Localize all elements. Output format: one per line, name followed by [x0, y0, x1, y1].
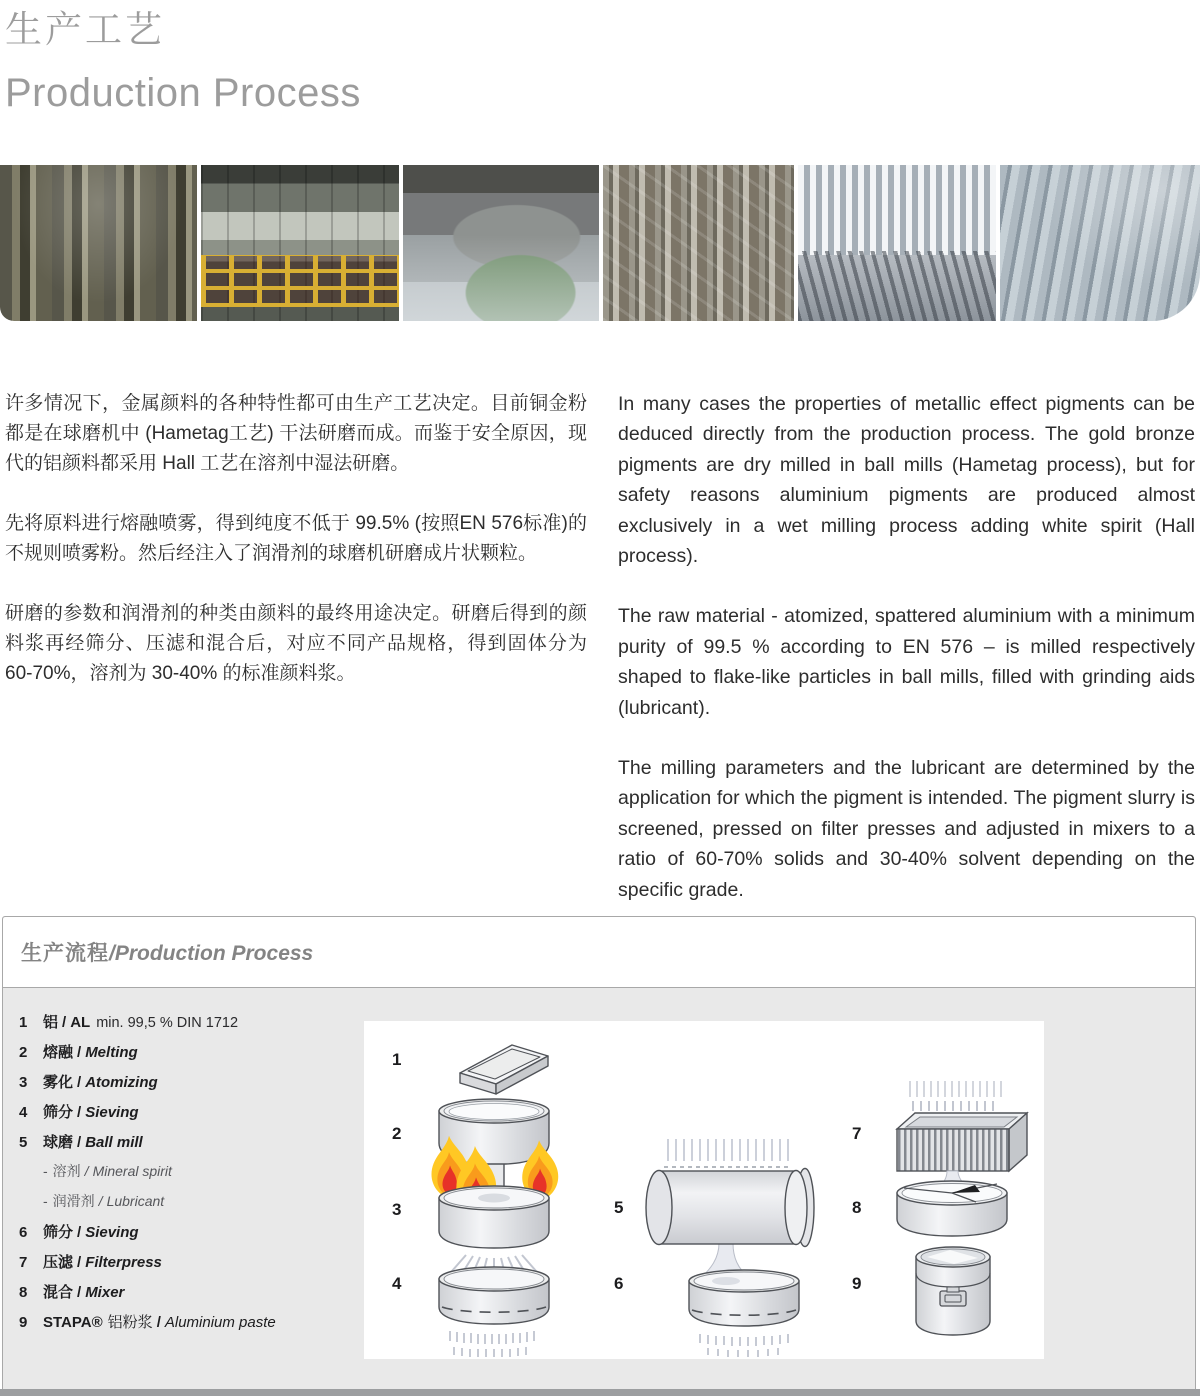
flow-sub-separator: / [98, 1193, 103, 1209]
photo-strip [0, 165, 1200, 321]
flow-item-1 [19, 1011, 276, 1041]
diagram-step-sieving-2 [689, 1270, 799, 1357]
flow-item-number: 4 [19, 1104, 28, 1121]
flow-sub-zh: 润滑剂 [52, 1193, 95, 1209]
flow-item-en: Aluminium paste [164, 1314, 276, 1331]
page-title-zh: 生产工艺 [5, 9, 165, 50]
flow-item-zh: 熔融 [43, 1044, 74, 1061]
photo-filter-cloths [798, 165, 996, 321]
diagram-number-8: 8 [852, 1198, 862, 1217]
flow-item-8 [19, 1281, 276, 1311]
flow-sub-zh: 溶剂 [52, 1163, 81, 1179]
intro-zh-paragraph-1: 许多情况下，金属颜料的各种特性都可由生产工艺决定。目前铜金粉都是在球磨机中 (Hametag工艺) 干法研磨而成。而鉴于安全原因，现代的铝颜料都采用 Hall 工艺在溶剂中湿法研磨。 [5, 393, 587, 474]
diagram-step-ingot [460, 1045, 548, 1094]
falling-particles [700, 1334, 788, 1357]
flow-item-zh: 铝 [43, 1014, 59, 1031]
intro-column-en [618, 389, 1195, 905]
flow-item-number: 5 [19, 1134, 28, 1151]
photo-filter-plates [1000, 165, 1200, 321]
flow-item-separator: / [62, 1014, 67, 1031]
panel-title [21, 937, 313, 967]
flow-item-3 [19, 1071, 276, 1101]
flow-item-9 [19, 1311, 276, 1341]
diagram-step-sieving-1 [439, 1267, 549, 1357]
flow-sub-prefix: - [43, 1193, 48, 1209]
flow-item-separator: / [77, 1254, 82, 1271]
flow-item-note: min. 99,5 % DIN 1712 [96, 1015, 239, 1031]
flow-item-en: AL [70, 1014, 91, 1031]
flow-item-zh: 筛分 [43, 1224, 74, 1241]
flow-item-number: 8 [19, 1284, 28, 1301]
photo-atomizing-towers [0, 165, 197, 321]
flow-item-separator: / [77, 1134, 82, 1151]
flow-item-separator: / [77, 1284, 82, 1301]
intro-en-paragraph-1: In many cases the properties of metallic effect pigments can be deduced directly from the production process. The gold bronze pigments are dry milled in ball mills (Hametag process), but for safety reasons aluminium pigments are produced almost exclusively in a wet milling process adding white spirit (Hall process). [618, 393, 1195, 568]
flow-item-brand: STAPA® [43, 1314, 103, 1331]
flow-item-en: Filterpress [85, 1254, 162, 1271]
panel-title-en: Production Process [114, 942, 314, 965]
flow-item-separator: / [77, 1104, 82, 1121]
flow-item-6 [19, 1221, 276, 1251]
photo-sieve-machine [403, 165, 599, 321]
flow-item-number: 3 [19, 1074, 28, 1091]
feed-particles [668, 1139, 788, 1161]
flow-item-zh: 铝粉浆 [107, 1314, 153, 1331]
page-title-en: Production Process [5, 70, 361, 115]
intro-zh-paragraph-3: 研磨的参数和润滑剂的种类由颜料的最终用途决定。研磨后得到的颜料浆再经筛分、压滤和混合后，对应不同产品规格，得到固体分为 60-70%，溶剂为 30-40% 的标准颜料浆。 [5, 603, 587, 684]
flow-item-number: 9 [19, 1314, 28, 1331]
diagram-step-ball-mill [646, 1139, 814, 1277]
flow-item-4 [19, 1101, 276, 1131]
diagram-step-atomizing [439, 1186, 549, 1274]
flow-item-number: 7 [19, 1254, 28, 1271]
flow-item-en: Sieving [85, 1224, 139, 1241]
page-bottom-edge [0, 1389, 1200, 1396]
flow-item-separator: / [77, 1074, 82, 1091]
intro-en-paragraph-3: The milling parameters and the lubricant are determined by the application for which the pigment is intended. The pigment slurry is screened, pressed on filter presses and adjusted in mixers to a ratio of 60-70% solids and 30-40% solvent depending on the specific grade. [618, 757, 1195, 901]
diagram-number-6: 6 [614, 1274, 624, 1293]
intro-column-zh [5, 389, 587, 905]
diagram-number-5: 5 [614, 1198, 624, 1217]
diagram-step-mixer [897, 1171, 1007, 1236]
flow-item-zh: 混合 [43, 1284, 74, 1301]
flow-item-5 [19, 1131, 276, 1161]
flow-item-en: Melting [85, 1044, 138, 1061]
diagram-step-filterpress [897, 1081, 1027, 1171]
flow-item-5-sub-2 [43, 1191, 276, 1221]
spray-lines-2 [913, 1101, 993, 1111]
flow-item-2 [19, 1041, 276, 1071]
flow-item-5-sub-1 [43, 1161, 276, 1191]
photo-ball-mill [201, 165, 399, 321]
photo-piping [603, 165, 794, 321]
flow-sub-en: Lubricant [106, 1193, 165, 1209]
flow-item-zh: 雾化 [43, 1074, 74, 1091]
production-flow-panel [2, 916, 1196, 1396]
flow-item-en: Sieving [85, 1104, 139, 1121]
diagram-step-paste-container [916, 1247, 990, 1335]
flow-legend [19, 1011, 276, 1341]
diagram-number-7: 7 [852, 1124, 862, 1143]
flow-item-7 [19, 1251, 276, 1281]
diagram-number-1: 1 [392, 1050, 402, 1069]
falling-particles [450, 1331, 534, 1357]
diagram-number-4: 4 [392, 1274, 402, 1293]
spray-lines [910, 1081, 1001, 1097]
panel-title-separator: / [109, 942, 115, 965]
flow-item-separator: / [156, 1314, 161, 1331]
intro-columns [5, 389, 1195, 905]
flow-item-en: Ball mill [85, 1134, 143, 1151]
flow-item-en: Atomizing [85, 1074, 158, 1091]
flow-item-number: 1 [19, 1014, 28, 1031]
flow-item-number: 2 [19, 1044, 28, 1061]
page-header [5, 10, 361, 115]
flow-item-separator: / [77, 1044, 82, 1061]
flow-item-zh: 压滤 [43, 1254, 74, 1271]
flow-item-number: 6 [19, 1224, 28, 1241]
flow-item-en: Mixer [85, 1284, 125, 1301]
diagram-number-9: 9 [852, 1274, 862, 1293]
panel-header [3, 917, 1195, 988]
flow-sub-separator: / [84, 1163, 89, 1179]
flow-item-zh: 筛分 [43, 1104, 74, 1121]
diagram-number-3: 3 [392, 1200, 402, 1219]
process-diagram [364, 1021, 1044, 1359]
diagram-number-2: 2 [392, 1124, 402, 1143]
flow-sub-prefix: - [43, 1163, 48, 1179]
intro-en-paragraph-2: The raw material - atomized, spattered aluminium with a minimum purity of 99.5 % according to EN 576 – is milled respectively shaped to flake-like particles in ball mills, filled with grinding aids (lubricant). [618, 605, 1195, 719]
intro-zh-paragraph-2: 先将原料进行熔融喷雾，得到纯度不低于 99.5% (按照EN 576标准)的不规则喷雾粉。然后经注入了润滑剂的球磨机研磨成片状颗粒。 [5, 513, 587, 564]
flow-item-separator: / [77, 1224, 82, 1241]
panel-title-zh: 生产流程 [21, 942, 109, 965]
flow-sub-en: Mineral spirit [92, 1163, 172, 1179]
flow-item-zh: 球磨 [43, 1134, 74, 1151]
